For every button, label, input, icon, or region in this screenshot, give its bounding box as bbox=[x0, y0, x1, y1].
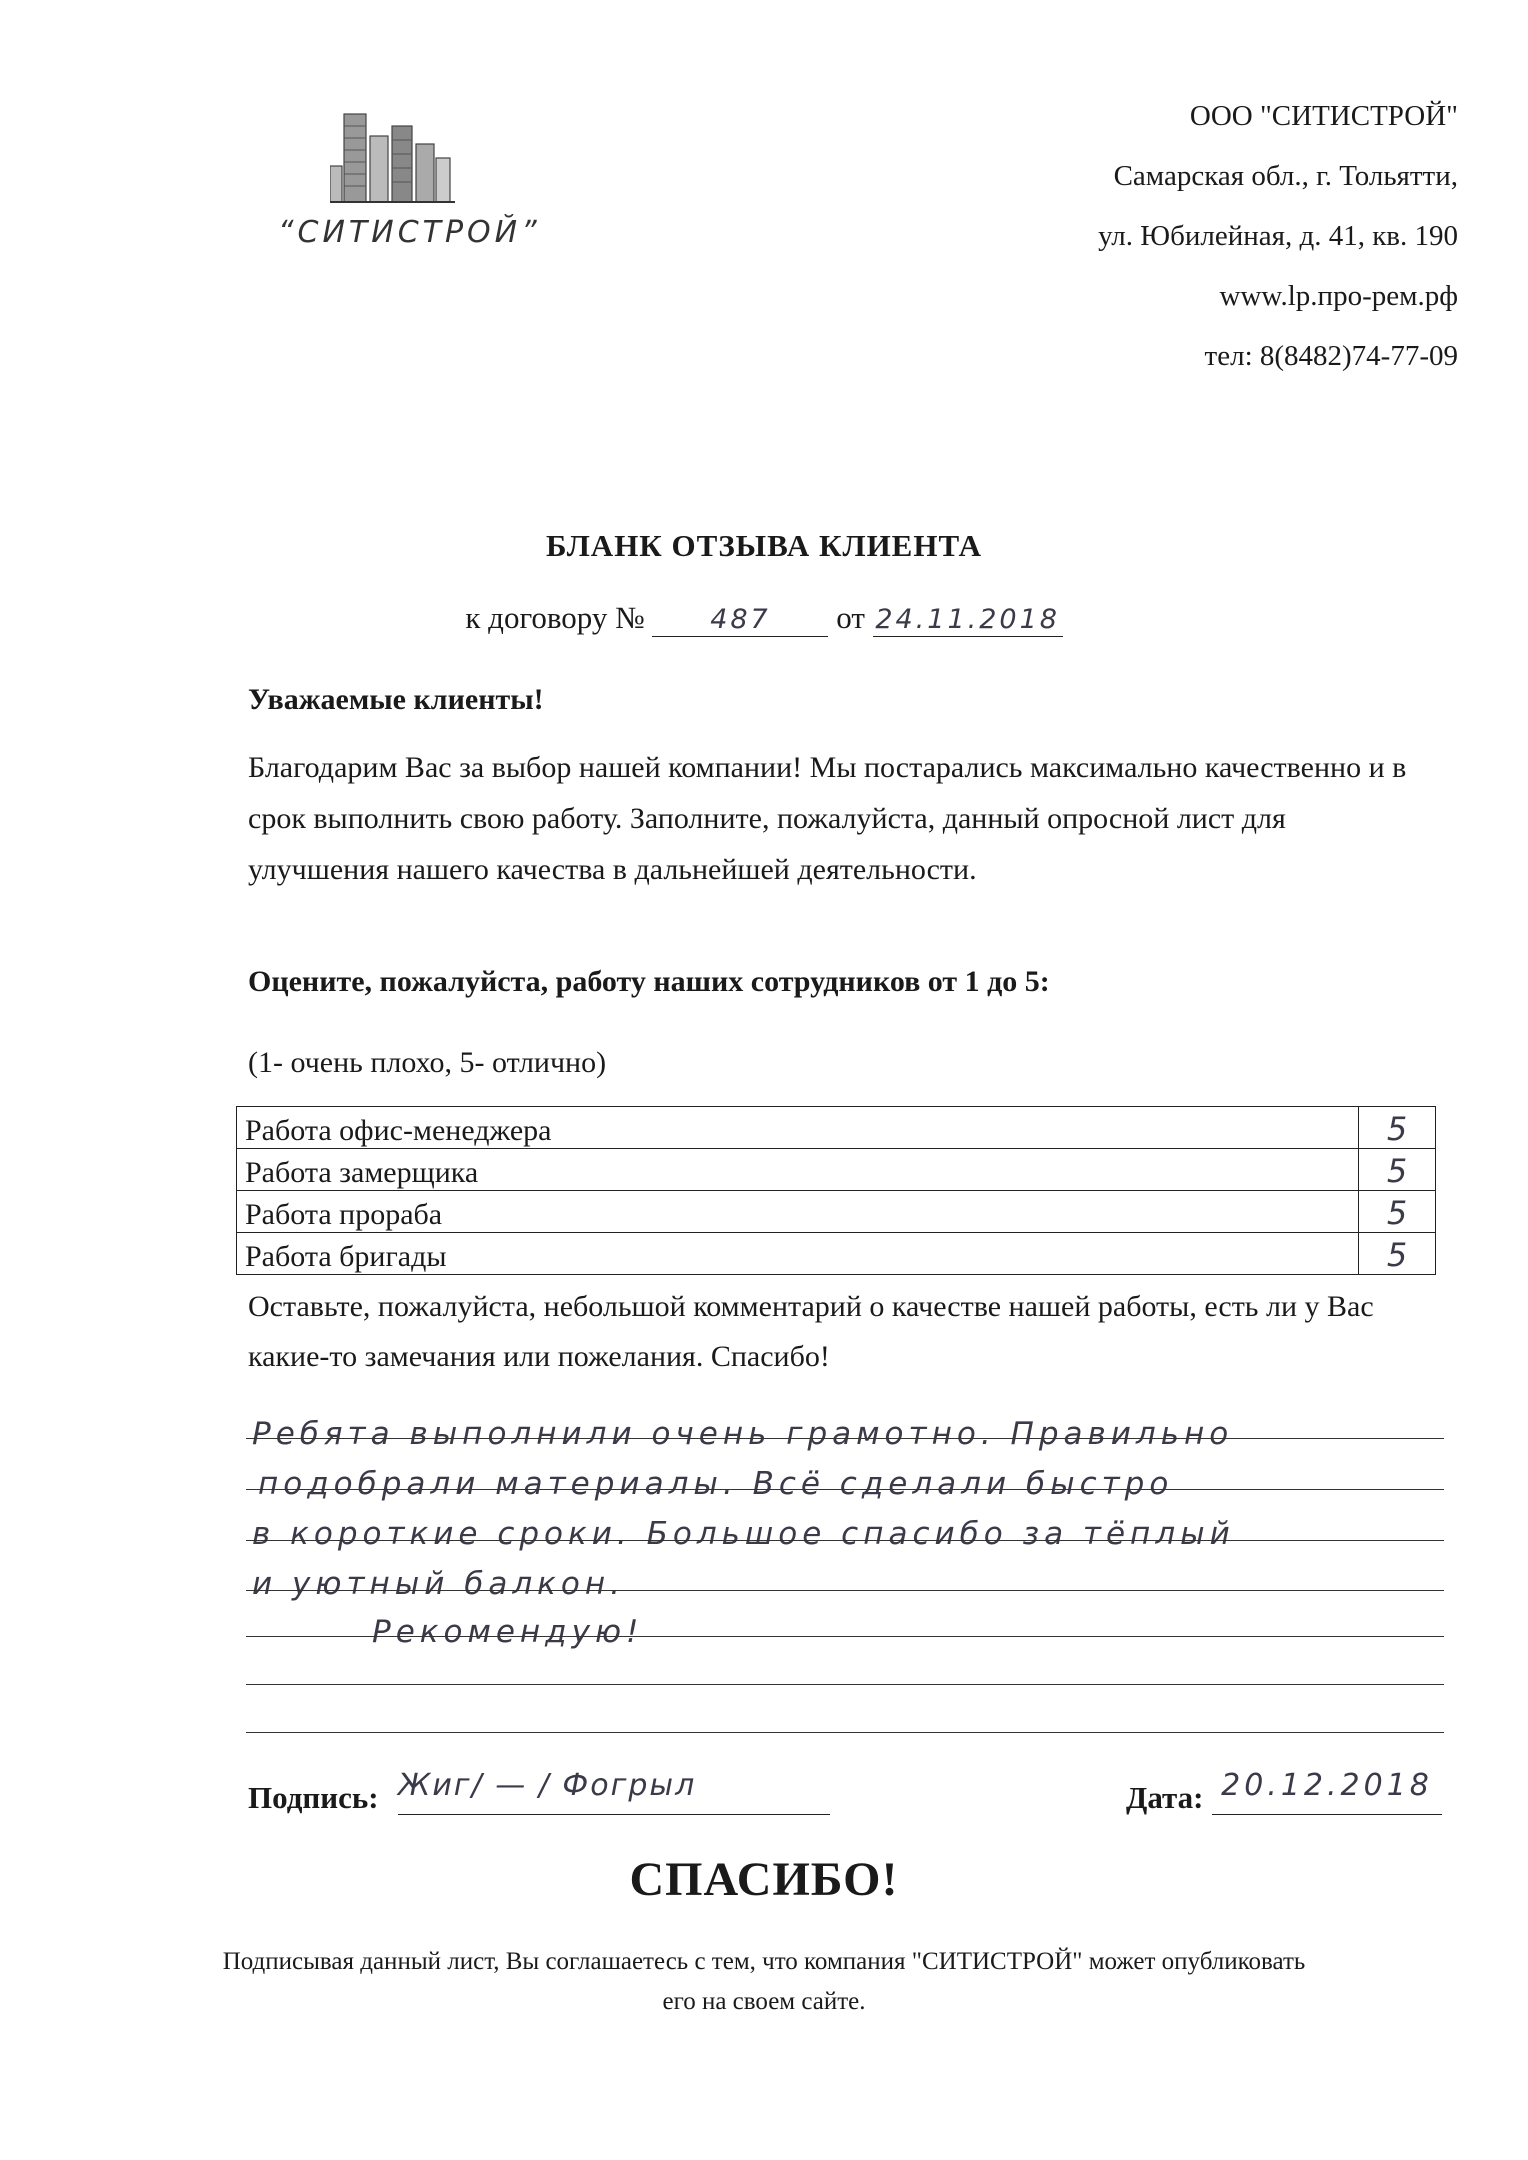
form-title: БЛАНК ОТЗЫВА КЛИЕНТА bbox=[545, 528, 982, 563]
contract-number: 487 bbox=[710, 604, 771, 635]
rating-label: Работа бригады bbox=[237, 1233, 1359, 1275]
greeting: Уважаемые клиенты! bbox=[248, 683, 544, 716]
comment-rule bbox=[246, 1540, 1444, 1541]
rating-score: 5 bbox=[1386, 1236, 1408, 1274]
signature-label: Подпись: bbox=[248, 1780, 379, 1815]
rating-label: Работа замерщика bbox=[237, 1149, 1359, 1191]
footer-text: Подписывая данный лист, Вы соглашаетесь с тем, что компания "СИТИСТРОЙ" может опубликовать его на своем сайте. bbox=[222, 1948, 1306, 2015]
rating-label: Работа офис-менеджера bbox=[237, 1107, 1359, 1149]
comment-rule bbox=[246, 1684, 1444, 1685]
rating-scale-note: (1- очень плохо, 5- отлично) bbox=[248, 1046, 607, 1079]
comment-line: и уютный балкон. bbox=[252, 1566, 625, 1602]
company-logo bbox=[330, 106, 460, 206]
date-field[interactable] bbox=[1212, 1768, 1442, 1815]
company-phone: тел: 8(8482)74-77-09 bbox=[1204, 340, 1458, 372]
table-row bbox=[237, 1107, 1436, 1149]
signature-value: Жиг/ — / Фогрыл bbox=[398, 1768, 697, 1803]
date-label: Дата: bbox=[1126, 1780, 1204, 1815]
contract-number-field bbox=[652, 600, 828, 637]
rating-score-cell[interactable] bbox=[1359, 1191, 1436, 1233]
comment-rule bbox=[246, 1489, 1444, 1490]
table-row bbox=[237, 1233, 1436, 1275]
rating-score-cell[interactable] bbox=[1359, 1233, 1436, 1275]
comment-rule bbox=[246, 1732, 1444, 1733]
comment-line: Рекомендую! bbox=[372, 1614, 644, 1650]
contract-date-field bbox=[873, 600, 1063, 637]
rating-score: 5 bbox=[1386, 1110, 1408, 1148]
comment-rule bbox=[246, 1590, 1444, 1591]
rating-score-cell[interactable] bbox=[1359, 1107, 1436, 1149]
buildings-logo-icon bbox=[330, 106, 460, 206]
company-address-1: Самарская обл., г. Тольятти, bbox=[1113, 160, 1458, 192]
contract-date-prefix: от bbox=[836, 600, 865, 635]
company-address-2: ул. Юбилейная, д. 41, кв. 190 bbox=[1098, 220, 1458, 252]
rating-score-cell[interactable] bbox=[1359, 1149, 1436, 1191]
logo-text: “СИТИСТРОЙ” bbox=[278, 215, 541, 250]
comment-rule bbox=[246, 1438, 1444, 1439]
comment-line: в короткие сроки. Большое спасибо за тёплый bbox=[252, 1516, 1235, 1552]
signature-field[interactable] bbox=[398, 1768, 830, 1815]
thanks-heading: СПАСИБО! bbox=[629, 1853, 899, 1906]
rating-score: 5 bbox=[1386, 1194, 1408, 1232]
table-row bbox=[237, 1149, 1436, 1191]
rating-label: Работа прораба bbox=[237, 1191, 1359, 1233]
comment-prompt: Оставьте, пожалуйста, небольшой комментарий о качестве нашей работы, есть ли у Вас какие-то замечания или пожелания. Спасибо! bbox=[248, 1290, 1374, 1373]
contract-date: 24.11.2018 bbox=[875, 604, 1060, 635]
intro-paragraph: Благодарим Вас за выбор нашей компании! Мы постарались максимально качественно и в срок выполнить свою работу. Заполните, пожалуйста, данный опросной лист для улучшения нашего качества в дальнейшей деятельности. bbox=[248, 751, 1407, 886]
comment-rule bbox=[246, 1636, 1444, 1637]
comment-line: подобрали материалы. Всё сделали быстро bbox=[258, 1466, 1174, 1502]
contract-line bbox=[0, 600, 1528, 637]
rating-heading: Оцените, пожалуйста, работу наших сотрудников от 1 до 5: bbox=[248, 965, 1050, 998]
footer-note bbox=[0, 1942, 1528, 2022]
date-value: 20.12.2018 bbox=[1221, 1768, 1433, 1803]
company-name: ООО "СИТИСТРОЙ" bbox=[1189, 100, 1458, 132]
comment-line: Ребята выполнили очень грамотно. Правильно bbox=[252, 1416, 1234, 1452]
rating-table bbox=[236, 1106, 1436, 1275]
contract-prefix: к договору № bbox=[465, 600, 645, 635]
company-website[interactable]: www.lp.про-рем.рф bbox=[1219, 280, 1458, 312]
rating-score: 5 bbox=[1386, 1152, 1408, 1190]
table-row bbox=[237, 1191, 1436, 1233]
